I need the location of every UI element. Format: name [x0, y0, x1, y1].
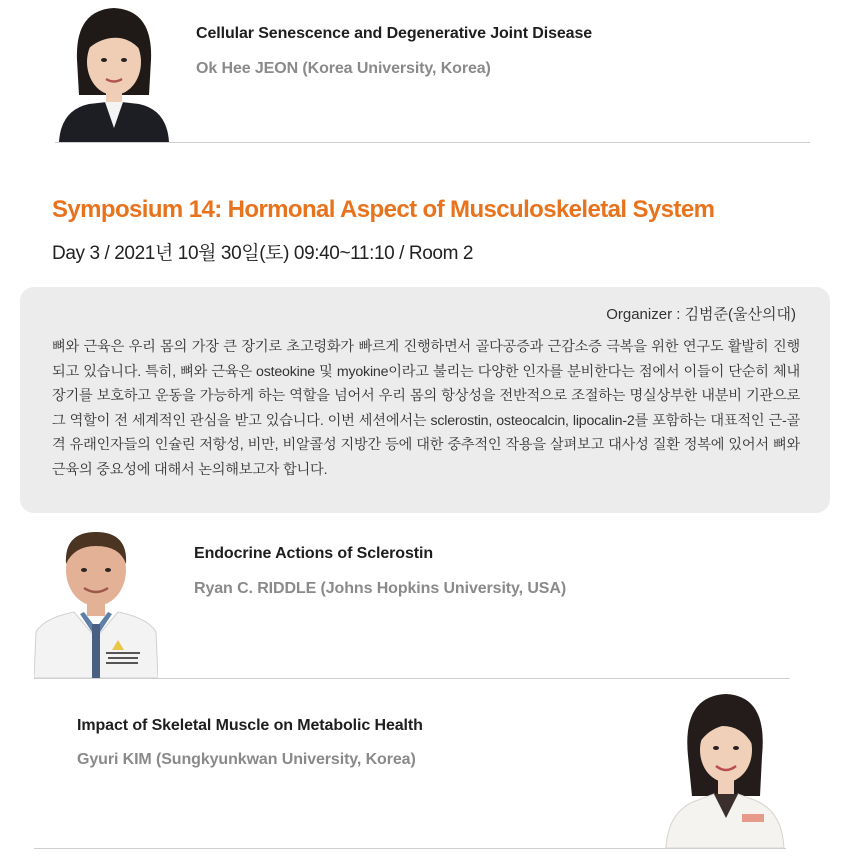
talk-speaker: Gyuri KIM (Sungkyunkwan University, Korea) [77, 751, 416, 768]
session-description: 뼈와 근육은 우리 몸의 가장 큰 장기로 초고령화가 빠르게 진행하면서 골다공증과 근감소증 극복을 위한 연구도 활발히 진행되고 있습니다. 특히, 뼈와 근육은 osteokine 및 myokine이라고 불리는 다양한 인자를 분비한다는 점에서 이들이 단순히 체내 장기를 보호하고 운동을 가능하게 하는 역할을 넘어서 우리 몸의 항상성을 전반적으로 조절하는 명실상부한 내분비 기관으로 그 역할이 전 세계적인 관심을 받고 있습니다. 이번 세션에서는 sclerostin, osteocalcin, lipocalin-2를 포함하는 대표적인 근-골격 유래인자들의 인슐린 저항성, 비만, 비알콜성 지방간 등에 대한 중추적인 작용을 살펴보고 대사성 질환 정복에 있어서 뼈와 근육의 중요성에 대해서 논의해보고자 합니다. [52, 339, 800, 478]
talk-title: Impact of Skeletal Muscle on Metabolic Health [77, 717, 423, 734]
talk-speaker: Ryan C. RIDDLE (Johns Hopkins University, USA) [194, 580, 567, 597]
session-description-box [20, 287, 830, 513]
symposium-schedule: Day 3 / 2021년 10월 30일(토) 09:40~11:10 / Room 2 [52, 243, 474, 264]
divider [34, 678, 790, 679]
speaker-photo-ryan-riddle [34, 520, 158, 678]
divider [34, 848, 786, 849]
speaker-photo-ok-hee-jeon [55, 0, 173, 142]
organizer-label: Organizer : 김범준(울산의대) [606, 306, 796, 323]
talk-title: Endocrine Actions of Sclerostin [194, 545, 434, 562]
speaker-photo-gyuri-kim [664, 686, 786, 848]
talk-title: Cellular Senescence and Degenerative Joint Disease [196, 25, 593, 42]
divider [55, 142, 810, 143]
symposium-title: Symposium 14: Hormonal Aspect of Musculoskeletal System [52, 196, 715, 223]
talk-speaker: Ok Hee JEON (Korea University, Korea) [196, 60, 491, 77]
